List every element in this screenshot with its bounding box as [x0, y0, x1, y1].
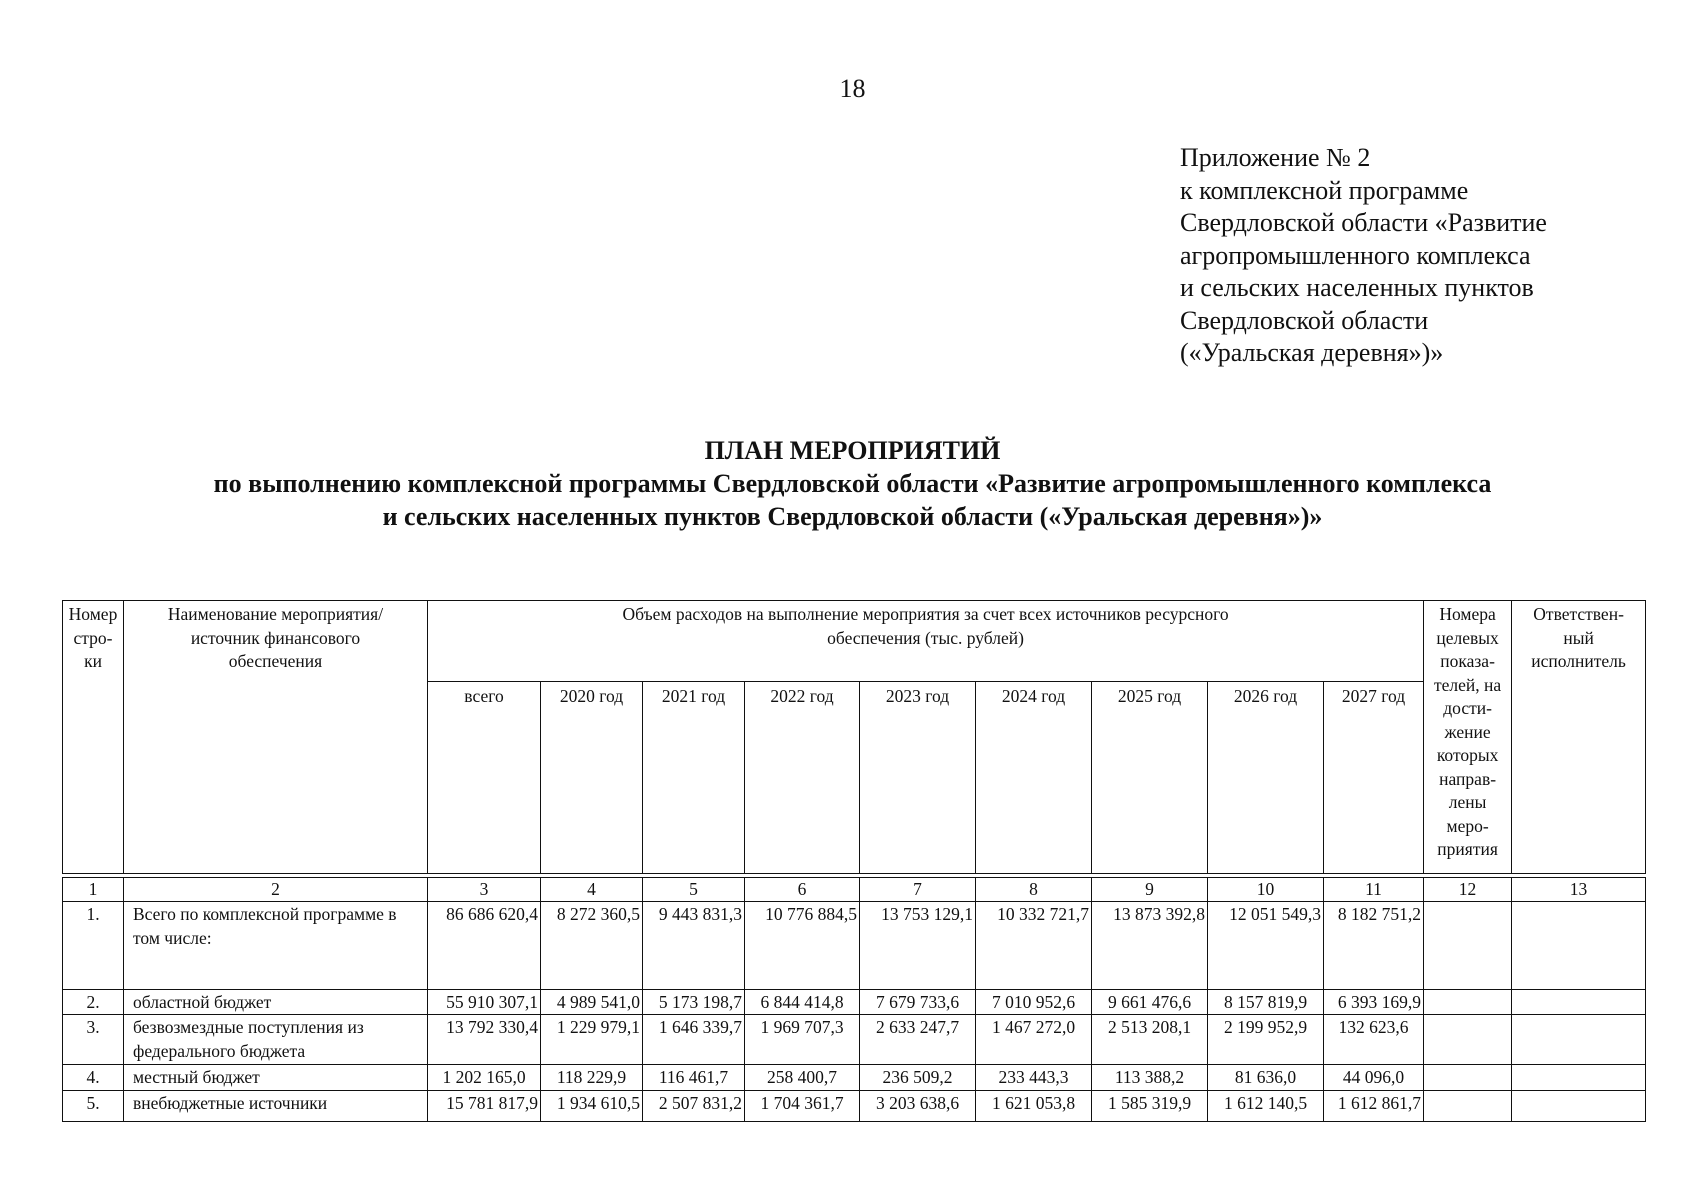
header-indicators: Номера целевых показа-телей, на дости-жение которых направ-лены меро-приятия — [1424, 601, 1512, 874]
amount-cell: 13 792 330,4 — [428, 1015, 541, 1065]
column-number: 12 — [1424, 878, 1512, 902]
amount-cell: 1 612 140,5 — [1208, 1091, 1324, 1122]
row-name: областной бюджет — [124, 990, 428, 1015]
indicators-cell — [1424, 1015, 1512, 1065]
header-year: 2025 год — [1092, 682, 1208, 874]
header-name: Наименование мероприятия/источник финансового обеспечения — [124, 601, 428, 874]
amount-cell: 4 989 541,0 — [541, 990, 643, 1015]
indicators-cell — [1424, 990, 1512, 1015]
amount-cell: 8 272 360,5 — [541, 902, 643, 990]
amount-cell: 9 443 831,3 — [643, 902, 745, 990]
amount-cell: 1 467 272,0 — [976, 1015, 1092, 1065]
column-number: 11 — [1324, 878, 1424, 902]
appendix-line: Свердловской области «Развитие — [1180, 208, 1547, 237]
amount-cell: 1 704 361,7 — [745, 1091, 860, 1122]
column-number: 2 — [124, 878, 428, 902]
amount-cell: 81 636,0 — [1208, 1065, 1324, 1091]
amount-cell: 86 686 620,4 — [428, 902, 541, 990]
amount-cell: 7 679 733,6 — [860, 990, 976, 1015]
header-executor: Ответствен-ный исполнитель — [1512, 601, 1646, 874]
indicators-cell — [1424, 1091, 1512, 1122]
executor-cell — [1512, 1091, 1646, 1122]
amount-cell: 2 633 247,7 — [860, 1015, 976, 1065]
amount-cell: 1 612 861,7 — [1324, 1091, 1424, 1122]
column-number: 9 — [1092, 878, 1208, 902]
page-number: 18 — [839, 74, 866, 103]
amount-cell: 116 461,7 — [643, 1065, 745, 1091]
appendix-line: к комплексной программе — [1180, 175, 1469, 205]
column-number: 8 — [976, 878, 1092, 902]
amount-cell: 8 157 819,9 — [1208, 990, 1324, 1015]
amount-cell: 9 661 476,6 — [1092, 990, 1208, 1015]
row-number: 5. — [63, 1091, 124, 1122]
table-row — [63, 990, 1646, 1015]
title-line: и сельских населенных пунктов Свердловской области («Уральская деревня»)» — [382, 502, 1323, 531]
amount-cell: 5 173 198,7 — [643, 990, 745, 1015]
amount-cell: 1 621 053,8 — [976, 1091, 1092, 1122]
table-row — [63, 1065, 1646, 1091]
indicators-cell — [1424, 902, 1512, 990]
amount-cell: 10 332 721,7 — [976, 902, 1092, 990]
amount-cell: 118 229,9 — [541, 1065, 643, 1091]
amount-cell: 15 781 817,9 — [428, 1091, 541, 1122]
column-number: 1 — [63, 878, 124, 902]
appendix-line: («Уральская деревня»)» — [1180, 338, 1444, 367]
amount-cell: 2 199 952,9 — [1208, 1015, 1324, 1065]
executor-cell — [1512, 990, 1646, 1015]
title-line: по выполнению комплексной программы Свердловской области «Развитие агропромышленного комплекса — [213, 469, 1492, 498]
header-year: всего — [428, 682, 541, 874]
header-volume: Объем расходов на выполнение мероприятия за счет всех источников ресурсного обеспечения (тыс. рублей) — [428, 601, 1424, 682]
amount-cell: 55 910 307,1 — [428, 990, 541, 1015]
appendix-line: агропромышленного комплекса — [1180, 240, 1531, 270]
amount-cell: 2 513 208,1 — [1092, 1015, 1208, 1065]
executor-cell — [1512, 902, 1646, 990]
amount-cell: 44 096,0 — [1324, 1065, 1424, 1091]
amount-cell: 6 393 169,9 — [1324, 990, 1424, 1015]
column-number: 7 — [860, 878, 976, 902]
amount-cell: 113 388,2 — [1092, 1065, 1208, 1091]
indicators-cell — [1424, 1065, 1512, 1091]
column-number: 10 — [1208, 878, 1324, 902]
executor-cell — [1512, 1015, 1646, 1065]
row-name: местный бюджет — [124, 1065, 428, 1091]
header-year: 2023 год — [860, 682, 976, 874]
amount-cell: 7 010 952,6 — [976, 990, 1092, 1015]
row-name: Всего по комплексной программе в том числе: — [124, 902, 428, 990]
amount-cell: 13 873 392,8 — [1092, 902, 1208, 990]
executor-cell — [1512, 1065, 1646, 1091]
amount-cell: 13 753 129,1 — [860, 902, 976, 990]
appendix-line: Приложение № 2 — [1180, 143, 1371, 172]
row-number: 4. — [63, 1065, 124, 1091]
column-number: 5 — [643, 878, 745, 902]
table-header — [62, 600, 1646, 874]
appendix-line: и сельских населенных пунктов — [1180, 273, 1534, 302]
column-number: 13 — [1512, 878, 1646, 902]
row-number: 1. — [63, 902, 124, 990]
header-year: 2026 год — [1208, 682, 1324, 874]
amount-cell: 236 509,2 — [860, 1065, 976, 1091]
appendix-note — [1180, 142, 1680, 370]
column-number: 3 — [428, 878, 541, 902]
amount-cell: 10 776 884,5 — [745, 902, 860, 990]
amount-cell: 258 400,7 — [745, 1065, 860, 1091]
amount-cell: 132 623,6 — [1324, 1015, 1424, 1065]
column-number-row — [63, 878, 1646, 902]
table-row — [63, 1091, 1646, 1122]
header-year: 2020 год — [541, 682, 643, 874]
amount-cell: 1 646 339,7 — [643, 1015, 745, 1065]
amount-cell: 233 443,3 — [976, 1065, 1092, 1091]
amount-cell: 1 585 319,9 — [1092, 1091, 1208, 1122]
table-row — [63, 902, 1646, 990]
amount-cell: 1 934 610,5 — [541, 1091, 643, 1122]
column-number: 4 — [541, 878, 643, 902]
appendix-line: Свердловской области — [1180, 305, 1429, 335]
amount-cell: 1 229 979,1 — [541, 1015, 643, 1065]
row-name: безвозмездные поступления из федерального бюджета — [124, 1015, 428, 1065]
header-year: 2024 год — [976, 682, 1092, 874]
row-number: 3. — [63, 1015, 124, 1065]
amount-cell: 3 203 638,6 — [860, 1091, 976, 1122]
document-title — [0, 434, 1705, 533]
table-row — [63, 1015, 1646, 1065]
row-number: 2. — [63, 990, 124, 1015]
amount-cell: 2 507 831,2 — [643, 1091, 745, 1122]
amount-cell: 8 182 751,2 — [1324, 902, 1424, 990]
amount-cell: 1 969 707,3 — [745, 1015, 860, 1065]
column-number: 6 — [745, 878, 860, 902]
table-body — [62, 877, 1646, 1122]
header-year: 2027 год — [1324, 682, 1424, 874]
amount-cell: 12 051 549,3 — [1208, 902, 1324, 990]
amount-cell: 1 202 165,0 — [428, 1065, 541, 1091]
title-line: ПЛАН МЕРОПРИЯТИЙ — [704, 436, 1001, 465]
header-year: 2021 год — [643, 682, 745, 874]
header-year: 2022 год — [745, 682, 860, 874]
row-name: внебюджетные источники — [124, 1091, 428, 1122]
header-row-number: Номер стро-ки — [63, 601, 124, 874]
amount-cell: 6 844 414,8 — [745, 990, 860, 1015]
